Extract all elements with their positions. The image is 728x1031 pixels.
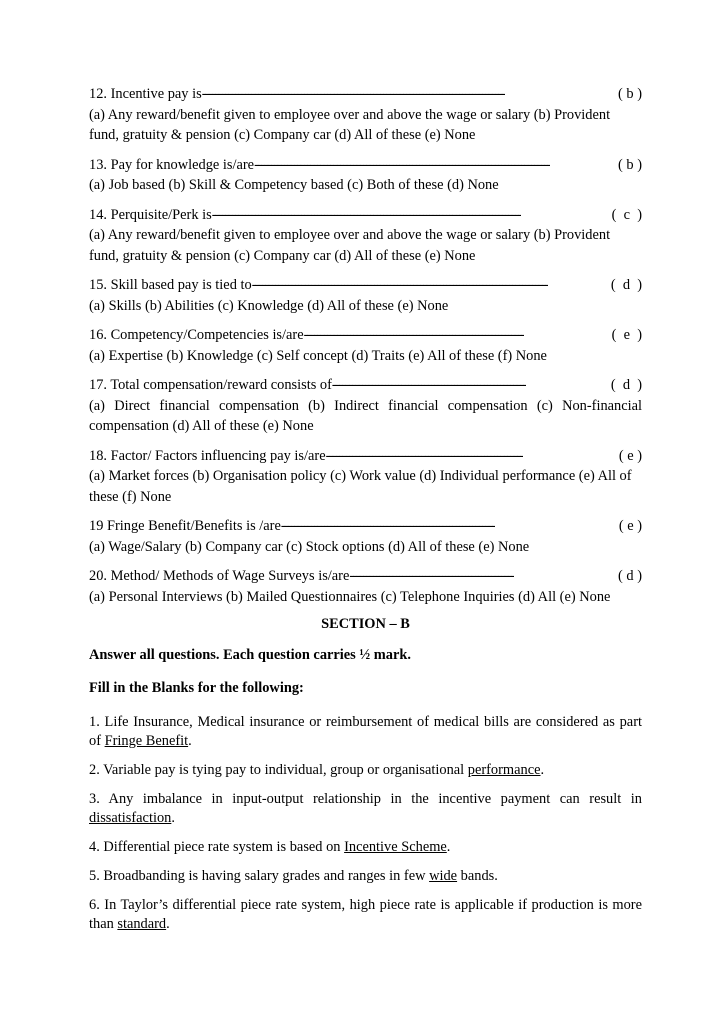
question-options: (a) Expertise (b) Knowledge (c) Self concept (d) Traits (e) All of these (f) None xyxy=(89,347,547,364)
question-options: (a) Market forces (b) Organisation policy (c) Work value (d) Individual performance (e) All of these (f) None xyxy=(89,468,632,505)
question-stem: 14. Perquisite/Perk is xyxy=(89,206,212,223)
answer-key: ( e ) xyxy=(618,447,642,464)
answer-blank: ------------------------------------------------------------------------------------------ xyxy=(251,277,548,293)
fill-answer: wide xyxy=(429,868,458,884)
answer-key: ( b ) xyxy=(618,86,642,102)
question-options: (a) Any reward/benefit given to employee over and above the wage or salary (b) Provident fund, gratuity & pension (c) Company car (d) All of these (e) None xyxy=(89,106,611,143)
fill-answer: performance xyxy=(467,762,541,778)
question-12 xyxy=(89,84,642,146)
question-20 xyxy=(89,566,642,607)
document-page xyxy=(89,84,642,944)
answer-key: ( b ) xyxy=(618,156,642,173)
fill-item-6: 6. In Taylor’s differential piece rate system, high piece rate is applicable if production is more than standard. xyxy=(89,897,642,932)
question-14 xyxy=(89,205,642,267)
fill-item-3: 3. Any imbalance in input-output relationship in the incentive payment can result in dissatisfaction. xyxy=(89,791,642,826)
question-options: (a) Job based (b) Skill & Competency based (c) Both of these (d) None xyxy=(89,177,499,193)
answer-key: ( d ) xyxy=(610,277,642,293)
answer-blank: ----------------------------------------------------------- xyxy=(331,377,527,393)
fill-item-1: 1. Life Insurance, Medical insurance or reimbursement of medical bills are considered as part of Fringe Benefit. xyxy=(89,714,642,749)
question-options: (a) Personal Interviews (b) Mailed Questionnaires (c) Telephone Inquiries (d) All (e) None xyxy=(89,588,611,605)
answer-key: ( d ) xyxy=(618,568,642,584)
answer-key: ( c ) xyxy=(611,206,642,223)
question-stem: 18. Factor/ Factors influencing pay is/are xyxy=(89,447,326,464)
fill-answer: dissatisfaction xyxy=(89,810,172,826)
answer-key: ( e ) xyxy=(611,327,642,343)
answer-blank: -------------------------------------------------------------------------------------------- xyxy=(201,86,505,102)
question-16 xyxy=(89,325,642,366)
question-stem: 19 Fringe Benefit/Benefits is /are xyxy=(89,518,281,534)
question-17 xyxy=(89,375,642,437)
question-stem: 13. Pay for knowledge is/are xyxy=(89,156,255,173)
answer-key: ( d ) xyxy=(610,377,642,393)
fill-answer: Incentive Scheme xyxy=(344,839,447,855)
question-options: (a) Direct financial compensation (b) Indirect financial compensation (c) Non-financial compensation (d) All of these (e) None xyxy=(89,397,642,434)
question-15 xyxy=(89,275,642,316)
question-stem: 12. Incentive pay is xyxy=(89,86,202,102)
question-13 xyxy=(89,155,642,196)
question-stem: 17. Total compensation/reward consists of xyxy=(89,377,332,393)
fill-item-2: 2. Variable pay is tying pay to individual, group or organisational performance. xyxy=(89,762,545,778)
fill-answer: Fringe Benefit xyxy=(104,733,189,749)
section-title: SECTION – B xyxy=(321,616,410,632)
answer-key: ( e ) xyxy=(618,518,642,534)
question-stem: 15. Skill based pay is tied to xyxy=(89,277,252,293)
fill-item-5: 5. Broadbanding is having salary grades and ranges in few wide bands. xyxy=(89,868,498,884)
answer-blank: ----------------------------------------------------------------- xyxy=(280,518,495,534)
answer-blank: ------------------------------------------------------------------------------------------ xyxy=(254,156,551,173)
question-stem: 16. Competency/Competencies is/are xyxy=(89,327,304,343)
question-options: (a) Wage/Salary (b) Company car (c) Stock options (d) All of these (e) None xyxy=(89,538,530,555)
answer-blank: -------------------------------------------------- xyxy=(349,568,514,584)
answer-blank: ------------------------------------------------------------ xyxy=(325,447,524,464)
question-19 xyxy=(89,516,642,557)
fill-item-4: 4. Differential piece rate system is based on Incentive Scheme. xyxy=(89,839,451,855)
question-options: (a) Skills (b) Abilities (c) Knowledge (d) All of these (e) None xyxy=(89,297,449,314)
fill-answer: standard xyxy=(117,916,167,932)
answer-blank: ---------------------------------------------------------------------------------------------- xyxy=(211,206,522,223)
fill-heading: Fill in the Blanks for the following: xyxy=(89,680,304,696)
question-stem: 20. Method/ Methods of Wage Surveys is/are xyxy=(89,568,350,584)
instruction: Answer all questions. Each question carries ½ mark. xyxy=(89,647,411,663)
answer-blank: ------------------------------------------------------------------- xyxy=(303,327,525,343)
question-options: (a) Any reward/benefit given to employee over and above the wage or salary (b) Provident fund, gratuity & pension (c) Company car (d) All of these (e) None xyxy=(89,227,611,264)
question-18 xyxy=(89,446,642,508)
